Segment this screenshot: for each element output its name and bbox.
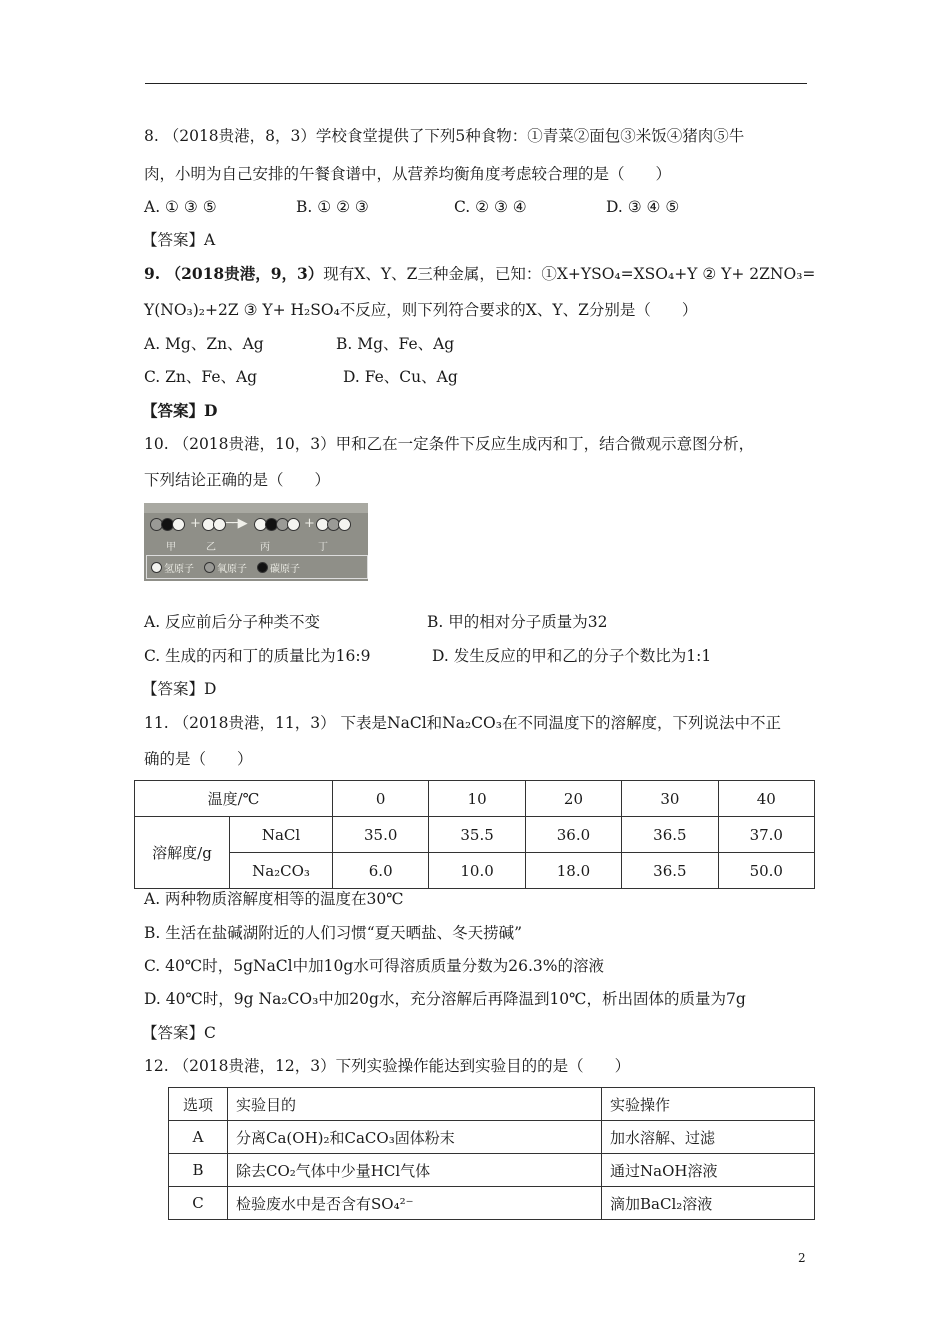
q9-prefix: 9. （2018贵港，9，3） [144,264,324,283]
table-header-operation: 实验操作 [602,1088,815,1121]
q9-option-b: B. Mg、Fe、Ag [336,335,455,353]
q10-answer: 【答案】D [142,680,217,698]
table-header-temp: 温度/℃ [135,781,333,817]
q9-answer: 【答案】D [142,401,218,420]
table-row [169,1121,815,1154]
reaction-arrow: ──▶ [226,516,246,531]
q9-option-c: C. Zn、Fe、Ag [144,368,258,386]
table-cell: B [169,1154,228,1187]
q11-answer: 【答案】C [142,1024,216,1042]
table-cell: A [169,1121,228,1154]
solubility-table [134,780,815,889]
table-cell: 18.0 [525,853,621,889]
table-cell: 35.5 [429,817,525,853]
table-header-cell: 30 [622,781,718,817]
label-ding: 丁 [318,542,328,553]
q8-options [144,200,679,216]
q9-line1-rest: 现有X、Y、Z三种金属，已知：①X+YSO₄=XSO₄+Y ② Y+ 2ZNO₃= [323,265,816,283]
molecule-jia [150,517,183,531]
experiment-table [168,1087,815,1220]
header-rule [145,83,807,84]
q11-option-d: D. 40℃时，9g Na₂CO₃中加20g水，充分溶解后再降温到10℃，析出固体的质量为7g [144,990,746,1008]
diagram-header-strip [144,503,368,513]
q8-option-d: D. ③ ④ ⑤ [606,198,680,216]
table-row [135,817,815,853]
table-header-option: 选项 [169,1088,228,1121]
table-solubility-label: 溶解度/g [135,817,230,889]
molecule-ding [316,517,349,531]
table-row [135,781,815,817]
table-cell: 通过NaOH溶液 [602,1154,815,1187]
q11-option-a: A. 两种物质溶解度相等的温度在30℃ [144,890,404,908]
molecule-bing [254,517,298,531]
table-cell: 36.5 [622,853,718,889]
q9-line2: Y(NO₃)₂+2Z ③ Y+ H₂SO₄不反应，则下列符合要求的X、Y、Z分别是（ ） [144,301,698,319]
legend-hydrogen-label: 氢原子 [164,563,194,575]
q9-option-a: A. Mg、Zn、Ag [144,335,264,353]
q8-option-b: B. ① ② ③ [296,198,369,216]
table-cell: 6.0 [333,853,429,889]
q10-option-d: D. 发生反应的甲和乙的分子个数比为1:1 [432,647,712,665]
label-bing: 丙 [260,542,270,553]
q10-line1: 10. （2018贵港，10，3）甲和乙在一定条件下反应生成丙和丁，结合微观示意图分析， [144,435,755,453]
q9-line1 [144,266,815,283]
table-header-purpose: 实验目的 [228,1088,602,1121]
q11-line1: 11. （2018贵港，11，3） 下表是NaCl和Na₂CO₃在不同温度下的溶解度，下列说法中不正 [144,714,781,732]
table-row [135,853,815,889]
legend-oxygen-label: 氧原子 [217,563,247,575]
q12-line1: 12. （2018贵港，12，3）下列实验操作能达到实验目的的是（ ） [144,1057,631,1075]
q11-option-b: B. 生活在盐碱湖附近的人们习惯“夏天晒盐、冬天捞碱” [144,924,523,942]
page-number: 2 [798,1251,806,1265]
table-cell: 36.5 [622,817,718,853]
table-cell: 37.0 [718,817,814,853]
q10-option-b: B. 甲的相对分子质量为32 [427,613,608,631]
legend-oxygen [204,560,247,575]
q8-option-a: A. ① ③ ⑤ [144,198,217,216]
q10-line2: 下列结论正确的是（ ） [144,471,331,489]
label-yi: 乙 [206,542,216,553]
label-jia: 甲 [166,542,176,553]
table-cell: 检验废水中是否含有SO₄²⁻ [228,1187,602,1220]
q8-answer: 【答案】A [142,231,216,249]
table-header-cell: 0 [333,781,429,817]
table-cell: 滴加BaCl₂溶液 [602,1187,815,1220]
q11-option-c: C. 40℃时，5gNaCl中加10g水可得溶质质量分数为26.3%的溶液 [144,957,605,975]
q9-option-d: D. Fe、Cu、Ag [343,368,458,386]
table-cell: 10.0 [429,853,525,889]
table-row [169,1154,815,1187]
plus-sign: + [190,516,201,531]
diagram-legend [146,555,368,579]
table-header-cell: 20 [525,781,621,817]
table-header-cell: 10 [429,781,525,817]
reaction-micro-diagram [144,503,368,581]
table-cell: 35.0 [333,817,429,853]
q8-line1: 8. （2018贵港，8，3）学校食堂提供了下列5种食物：①青菜②面包③米饭④猪肉⑤牛 [144,127,745,145]
q10-option-c: C. 生成的丙和丁的质量比为16:9 [144,647,371,665]
legend-hydrogen [151,560,194,575]
table-cell: 除去CO₂气体中少量HCl气体 [228,1154,602,1187]
plus-sign: + [304,516,315,531]
q8-line2: 肉，小明为自己安排的午餐食谱中，从营养均衡角度考虑较合理的是（ ） [144,165,672,183]
table-row-name: Na₂CO₃ [230,853,333,889]
q8-option-c: C. ② ③ ④ [454,198,527,216]
table-row-name: NaCl [230,817,333,853]
table-row [169,1088,815,1121]
legend-carbon-label: 碳原子 [270,563,300,575]
table-header-cell: 40 [718,781,814,817]
table-cell: 36.0 [525,817,621,853]
table-cell: 50.0 [718,853,814,889]
q11-line2: 确的是（ ） [144,750,253,768]
legend-carbon [257,560,300,575]
table-row [169,1187,815,1220]
q10-option-a: A. 反应前后分子种类不变 [144,613,321,631]
table-cell: C [169,1187,228,1220]
table-cell: 分离Ca(OH)₂和CaCO₃固体粉末 [228,1121,602,1154]
molecule-yi [202,517,224,531]
table-cell: 加水溶解、过滤 [602,1121,815,1154]
